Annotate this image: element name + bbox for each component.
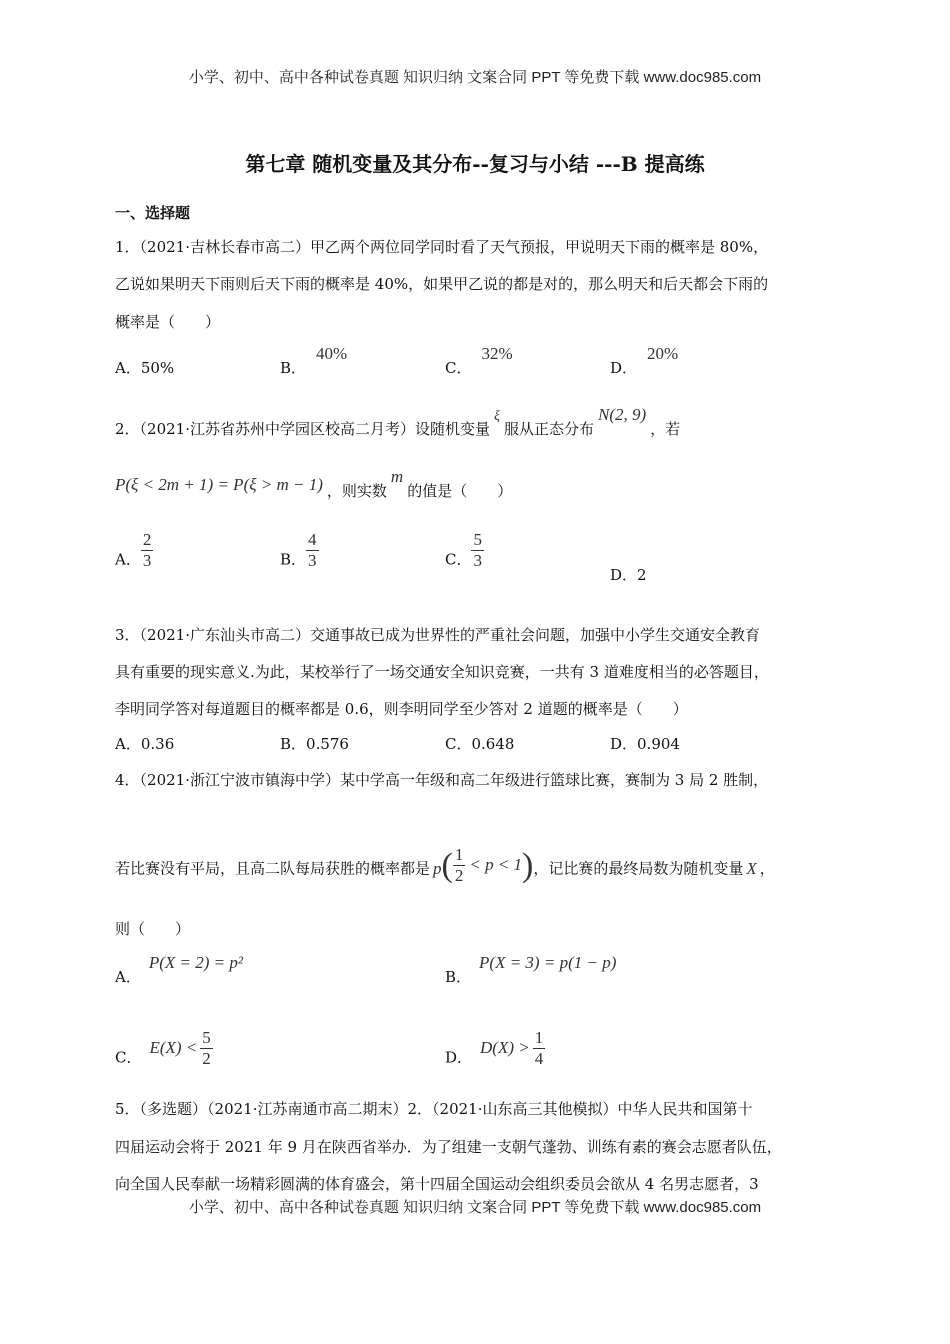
math-m: m — [390, 467, 404, 486]
math-xi: ξ — [494, 409, 500, 424]
option-label: D． — [610, 735, 638, 753]
text: 2．（2021·江苏省苏州中学园区校高二月考）设随机变量 — [115, 420, 490, 438]
math-formula: P(ξ < 2m + 1) = P(ξ > m − 1) — [115, 475, 323, 494]
option-label: C． — [445, 359, 472, 377]
denominator: 3 — [308, 551, 317, 570]
option-label: D． — [610, 359, 638, 377]
option-label: A． — [115, 550, 141, 569]
paren: ( — [441, 846, 453, 884]
denominator: 2 — [202, 1049, 211, 1068]
option-a[interactable] — [115, 530, 153, 581]
option-label: D． — [445, 1048, 473, 1067]
option-value: 0.648 — [471, 735, 515, 753]
option-label: B． — [445, 968, 472, 986]
option-label: B． — [280, 359, 307, 377]
math-p: p — [433, 858, 442, 878]
option-d[interactable] — [610, 344, 679, 378]
option-b[interactable] — [280, 733, 349, 754]
option-value: 20% — [647, 344, 679, 363]
question-text: 1．（2021·吉林长春市高二）甲乙两个两位同学同时看了天气预报，甲说明天下雨的概率是 80%， — [115, 238, 769, 256]
text: ，若 — [650, 420, 681, 438]
text: ，则实数 — [326, 482, 387, 500]
text: 的值是（ ） — [407, 482, 513, 500]
option-value: 40% — [316, 344, 348, 363]
text: 服从正态分布 — [504, 420, 595, 438]
fraction — [306, 530, 319, 571]
option-label: C． — [115, 1048, 142, 1067]
option-label: C． — [445, 550, 472, 569]
fraction — [200, 1028, 213, 1069]
option-b[interactable] — [445, 953, 617, 987]
option-c[interactable] — [445, 733, 514, 754]
option-value: 32% — [481, 344, 513, 363]
option-label: A． — [115, 359, 141, 377]
option-label: D． — [610, 566, 638, 584]
paren: ) — [522, 846, 534, 884]
fraction — [141, 530, 154, 571]
option-c[interactable] — [445, 344, 513, 378]
option-label: B． — [280, 550, 307, 569]
option-c[interactable] — [445, 530, 484, 581]
option-value: 50% — [140, 359, 175, 377]
option-b[interactable] — [280, 344, 348, 378]
question-text: 概率是（ ） — [115, 313, 221, 331]
math-distribution: N(2, 9) — [598, 405, 647, 424]
question-text: 李明同学答对每道题目的概率都是 0.6，则李明同学至少答对 2 道题的概率是（ ） — [115, 700, 688, 718]
option-value: P(X = 2) = p² — [148, 953, 243, 972]
math-x: X — [746, 858, 757, 878]
page-header: 小学、初中、高中各种试卷真题 知识归纳 文案合同 PPT 等免费下载 www.doc985.com — [188, 69, 762, 86]
option-label: A． — [115, 968, 141, 986]
question-text: 4．（2021·浙江宁波市镇海中学）某中学高一年级和高二年级进行篮球比赛，赛制为 3 局 2 胜制， — [115, 771, 769, 789]
option-label: C． — [445, 735, 472, 753]
question-text — [115, 405, 681, 439]
question-text: 乙说如果明天下雨则后天下雨的概率是 40%，如果甲乙说的都是对的，那么明天和后天都会下雨的 — [115, 275, 769, 293]
option-d[interactable] — [610, 564, 647, 585]
option-a[interactable] — [115, 733, 174, 754]
option-label: A． — [115, 735, 141, 753]
option-value: E(X) < — [149, 1037, 198, 1057]
numerator: 5 — [473, 530, 482, 549]
question-text: 5．（多选题）（2021·江苏南通市高二期末）2．（2021·山东高三其他模拟）中华人民共和国第十 — [115, 1100, 753, 1118]
fraction — [471, 530, 484, 571]
option-value: D(X) > — [480, 1037, 530, 1057]
question-text — [115, 467, 513, 501]
text: ，记比赛的最终局数为随机变量 — [533, 859, 744, 878]
option-a[interactable] — [115, 357, 174, 378]
question-text: 具有重要的现实意义.为此，某校举行了一场交通安全知识竞赛，一共有 3 道难度相当的必答题目， — [115, 663, 769, 681]
option-value: P(X = 3) = p(1 − p) — [479, 953, 617, 972]
text: ， — [759, 859, 775, 878]
question-text: 3．（2021·广东汕头市高二）交通事故已成为世界性的严重社会问题，加强中小学生交通安全教育 — [115, 626, 760, 644]
denominator: 3 — [473, 551, 482, 570]
question-text: 则（ ） — [115, 920, 191, 938]
option-value: 0.36 — [140, 735, 175, 753]
denominator: 3 — [142, 551, 152, 570]
fraction — [453, 845, 466, 886]
numerator: 4 — [308, 530, 317, 549]
page-footer: 小学、初中、高中各种试卷真题 知识归纳 文案合同 PPT 等免费下载 www.doc985.com — [188, 1199, 762, 1216]
option-b[interactable] — [280, 530, 319, 581]
math-condition: < p < 1 — [469, 854, 523, 874]
denominator: 4 — [534, 1049, 544, 1068]
denominator: 2 — [454, 866, 464, 885]
question-text — [115, 845, 775, 890]
option-a[interactable] — [115, 953, 243, 987]
question-text: 向全国人民奉献一场精彩圆满的体育盛会，第十四届全国运动会组织委员会欲从 4 名男志愿者，3 — [115, 1175, 759, 1193]
option-c[interactable] — [115, 1028, 213, 1079]
option-label: B． — [280, 735, 307, 753]
option-value: 0.904 — [637, 735, 680, 753]
text: 若比赛没有平局，且高二队每局获胜的概率都是 — [115, 859, 431, 878]
question-text: 四届运动会将于 2021 年 9 月在陕西省举办．为了组建一支朝气蓬勃、训练有素的赛会志愿者队伍， — [115, 1138, 782, 1156]
page-title: 第七章 随机变量及其分布--复习与小结 ---B 提高练 — [245, 152, 705, 176]
numerator: 2 — [142, 530, 152, 549]
option-d[interactable] — [445, 1028, 545, 1079]
option-value: 0.576 — [306, 735, 349, 753]
option-value: 2 — [637, 566, 647, 584]
numerator: 5 — [202, 1028, 211, 1047]
numerator: 1 — [534, 1028, 544, 1047]
section-heading: 一、选择题 — [115, 204, 191, 222]
option-d[interactable] — [610, 733, 680, 754]
fraction — [533, 1028, 546, 1069]
numerator: 1 — [454, 845, 464, 864]
